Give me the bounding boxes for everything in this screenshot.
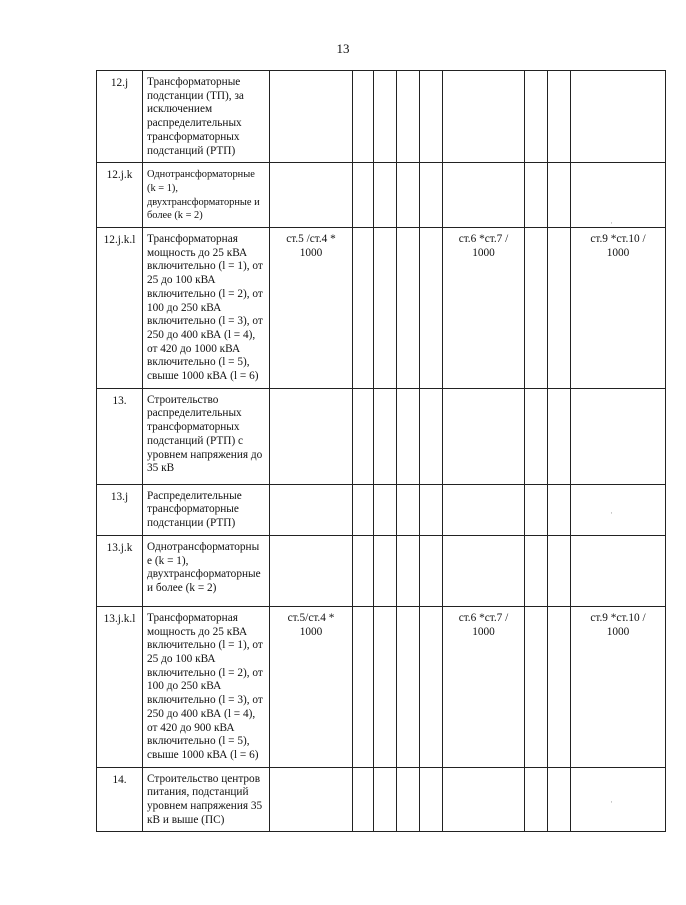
- cell-line: свыше 1000 кВА (l = 6): [147, 370, 259, 383]
- empty-cell: [374, 228, 397, 389]
- empty-cell: [420, 767, 443, 832]
- table-row: [97, 163, 666, 228]
- empty-cell: [353, 535, 374, 606]
- cell-line: ст.6 *ст.7 /: [458, 233, 509, 246]
- cell-line: включительно (l = 3), от: [147, 694, 263, 707]
- empty-cell: [353, 163, 374, 228]
- row-description: [143, 388, 270, 484]
- formula-cell-1: [270, 228, 353, 389]
- cell-line: подстанций (РТП): [147, 144, 236, 157]
- empty-cell: [548, 535, 571, 606]
- row-code: 13.j: [97, 484, 143, 535]
- row-code: 14.: [97, 767, 143, 832]
- cell-line: Распределительные: [147, 489, 242, 502]
- empty-cell: [374, 388, 397, 484]
- formula-cell-2: [443, 484, 525, 535]
- formula-cell-1: [270, 484, 353, 535]
- cell-line: ст.5/ст.4 *: [287, 611, 335, 624]
- cell-line: 25 до 100 кВА: [147, 652, 216, 665]
- cell-line: 1000: [472, 625, 495, 638]
- cell-line: 35 кВ: [147, 462, 175, 475]
- formula-cell-3: [571, 484, 666, 535]
- row-code: 12.j.k.l: [97, 228, 143, 389]
- formula-cell-2: [443, 228, 525, 389]
- cell-line: распределительных: [147, 407, 242, 420]
- cell-line: свыше 1000 кВА (l = 6): [147, 748, 259, 761]
- cell-line: Трансформаторные: [147, 76, 241, 88]
- empty-cell: [525, 606, 548, 767]
- row-description: [143, 71, 270, 163]
- empty-cell: [548, 606, 571, 767]
- empty-cell: [420, 606, 443, 767]
- empty-cell: [548, 484, 571, 535]
- formula-cell-1: [270, 71, 353, 163]
- empty-cell: [548, 228, 571, 389]
- cell-line: мощность до 25 кВА: [147, 625, 248, 638]
- empty-cell: [525, 163, 548, 228]
- cell-line: мощность до 25 кВА: [147, 246, 248, 259]
- empty-cell: [397, 484, 420, 535]
- table-row: [97, 767, 666, 832]
- formula-cell-2: [443, 767, 525, 832]
- formula-cell-1: [270, 767, 353, 832]
- table-row: [97, 535, 666, 606]
- tariff-table: [96, 70, 666, 832]
- cell-line: от 420 до 900 кВА: [147, 721, 235, 734]
- empty-cell: [374, 767, 397, 832]
- row-description: [143, 767, 270, 832]
- formula-cell-2: [443, 535, 525, 606]
- cell-line: и более (k = 2): [147, 581, 217, 594]
- cell-line: двухтрансформаторные: [147, 568, 261, 581]
- row-description: [143, 535, 270, 606]
- empty-cell: [397, 535, 420, 606]
- formula-cell-3: [571, 388, 666, 484]
- empty-cell: [374, 484, 397, 535]
- cell-line: е (k = 1),: [147, 554, 189, 567]
- formula-cell-1: [270, 535, 353, 606]
- empty-cell: [397, 767, 420, 832]
- cell-line: питания, подстанций: [147, 786, 249, 799]
- empty-cell: [374, 535, 397, 606]
- cell-line: ст.6 *ст.7 /: [458, 611, 509, 624]
- formula-cell-3: [571, 228, 666, 389]
- formula-cell-2: [443, 388, 525, 484]
- empty-cell: [374, 163, 397, 228]
- cell-line: включительно (l = 5),: [147, 356, 250, 369]
- cell-line: ст.9 *ст.10 /: [590, 233, 646, 246]
- empty-cell: [525, 228, 548, 389]
- cell-line: трансформаторные: [147, 503, 239, 516]
- cell-line: 1000: [472, 246, 495, 259]
- cell-line: Строительство центров: [147, 772, 261, 785]
- formula-cell-1: [270, 606, 353, 767]
- margin-mark: ·: [610, 797, 613, 807]
- table-row: [97, 71, 666, 163]
- empty-cell: [525, 535, 548, 606]
- empty-cell: [420, 163, 443, 228]
- cell-line: (k = 1),: [147, 182, 178, 194]
- cell-line: включительно (l = 1), от: [147, 639, 263, 652]
- cell-line: 100 до 250 кВА: [147, 301, 222, 314]
- empty-cell: [397, 388, 420, 484]
- cell-line: уровнем напряжения 35: [147, 800, 263, 813]
- empty-cell: [525, 71, 548, 163]
- cell-line: кВ и выше (ПС): [147, 813, 225, 826]
- margin-mark: ·: [610, 218, 613, 228]
- cell-line: 1000: [606, 625, 630, 638]
- table-row: [97, 388, 666, 484]
- empty-cell: [420, 388, 443, 484]
- empty-cell: [353, 388, 374, 484]
- empty-cell: [397, 228, 420, 389]
- cell-line: ст.5 /ст.4 *: [286, 233, 336, 246]
- empty-cell: [353, 228, 374, 389]
- cell-line: Строительство: [147, 393, 219, 406]
- empty-cell: [548, 388, 571, 484]
- cell-line: двухтрансформаторные и: [147, 196, 260, 208]
- formula-cell-3: [571, 163, 666, 228]
- empty-cell: [374, 71, 397, 163]
- empty-cell: [353, 71, 374, 163]
- cell-line: 1000: [606, 246, 630, 259]
- empty-cell: [397, 163, 420, 228]
- cell-line: Однотрансформаторны: [147, 540, 260, 553]
- formula-cell-1: [270, 388, 353, 484]
- empty-cell: [525, 388, 548, 484]
- formula-cell-3: [571, 767, 666, 832]
- cell-line: исключением: [147, 103, 213, 116]
- cell-line: 25 до 100 кВА: [147, 274, 216, 287]
- margin-mark: ·: [610, 508, 613, 518]
- cell-line: распределительных: [147, 117, 242, 130]
- cell-line: ст.9 *ст.10 /: [590, 611, 646, 624]
- row-description: [143, 606, 270, 767]
- cell-line: 1000: [299, 625, 323, 638]
- cell-line: включительно (l = 5),: [147, 735, 250, 748]
- cell-line: включительно (l = 2), от: [147, 287, 263, 300]
- empty-cell: [374, 606, 397, 767]
- empty-cell: [548, 767, 571, 832]
- cell-line: уровнем напряжения до: [147, 448, 263, 461]
- formula-cell-2: [443, 163, 525, 228]
- empty-cell: [420, 71, 443, 163]
- cell-line: Трансформаторная: [147, 233, 238, 246]
- cell-line: трансформаторных: [147, 130, 240, 143]
- cell-line: включительно (l = 3), от: [147, 315, 263, 328]
- formula-cell-2: [443, 71, 525, 163]
- empty-cell: [353, 767, 374, 832]
- cell-line: 250 до 400 кВА (l = 4),: [147, 707, 256, 720]
- row-code: 12.j: [97, 71, 143, 163]
- empty-cell: [525, 484, 548, 535]
- empty-cell: [420, 228, 443, 389]
- cell-line: подстанций (РТП) с: [147, 434, 244, 447]
- cell-line: Однотрансформаторные: [147, 169, 255, 181]
- table-row: [97, 484, 666, 535]
- formula-cell-3: [571, 606, 666, 767]
- formula-cell-3: [571, 71, 666, 163]
- table-row: [97, 606, 666, 767]
- empty-cell: [397, 606, 420, 767]
- row-code: 12.j.k: [97, 163, 143, 228]
- row-description: [143, 484, 270, 535]
- empty-cell: [420, 535, 443, 606]
- table-row: [97, 228, 666, 389]
- cell-line: трансформаторных: [147, 421, 240, 434]
- row-code: 13.j.k.l: [97, 606, 143, 767]
- page-number: 13: [336, 41, 350, 56]
- cell-line: подстанции (ТП), за: [147, 89, 244, 102]
- cell-line: от 420 до 1000 кВА: [147, 342, 241, 355]
- empty-cell: [353, 484, 374, 535]
- formula-cell-3: [571, 535, 666, 606]
- row-description: [143, 163, 270, 228]
- cell-line: 1000: [299, 246, 323, 259]
- cell-line: 250 до 400 кВА (l = 4),: [147, 328, 256, 341]
- cell-line: Трансформаторная: [147, 611, 238, 624]
- empty-cell: [548, 163, 571, 228]
- empty-cell: [420, 484, 443, 535]
- row-code: 13.: [97, 388, 143, 484]
- empty-cell: [353, 606, 374, 767]
- cell-line: включительно (l = 2), от: [147, 666, 263, 679]
- formula-cell-1: [270, 163, 353, 228]
- empty-cell: [397, 71, 420, 163]
- empty-cell: [548, 71, 571, 163]
- formula-cell-2: [443, 606, 525, 767]
- cell-line: более (k = 2): [147, 210, 203, 222]
- row-code: 13.j.k: [97, 535, 143, 606]
- cell-line: 100 до 250 кВА: [147, 680, 222, 693]
- empty-cell: [525, 767, 548, 832]
- cell-line: включительно (l = 1), от: [147, 260, 263, 273]
- row-description: [143, 228, 270, 389]
- cell-line: подстанции (РТП): [147, 517, 236, 530]
